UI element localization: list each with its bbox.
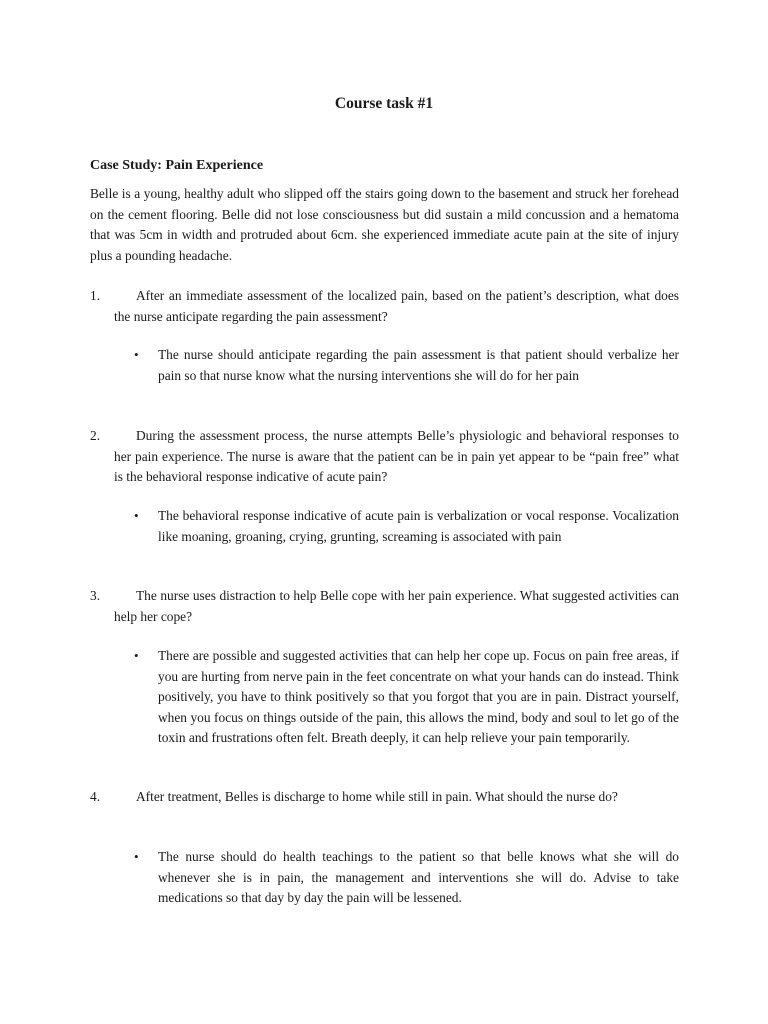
question-number: 1. bbox=[90, 288, 101, 303]
answer-1 bbox=[134, 345, 679, 386]
answer-text: The behavioral response indicative of acute pain is verbalization or vocal response. Vocalization like moaning, groaning, crying, grunting, screaming is associated with pain bbox=[158, 508, 679, 544]
answer-4 bbox=[134, 847, 679, 909]
question-text: After treatment, Belles is discharge to home while still in pain. What should the nurse do? bbox=[136, 789, 618, 804]
answer-3 bbox=[134, 646, 679, 749]
answer-text: There are possible and suggested activities that can help her cope up. Focus on pain free areas, if you are hurting from nerve pain in the feet concentrate on what your hands can do instead. Think positively, you have to think positively so that you forgot that you are in pain. Distract yourself, when you focus on things outside of the pain, this allows the mind, body and soul to let go of the toxin and frustrations often felt. Breath deeply, it can help relieve your pain temporarily. bbox=[158, 648, 679, 745]
answer-2 bbox=[134, 506, 679, 547]
case-intro-paragraph: Belle is a young, healthy adult who slipped off the stairs going down to the basement and struck her forehead on the cement flooring. Belle did not lose consciousness but did sustain a mild concussion and a hematoma that was 5cm in width and protruded about 6cm. she experienced immediate acute pain at the site of injury plus a pounding headache. bbox=[90, 186, 679, 263]
question-text: The nurse uses distraction to help Belle cope with her pain experience. What suggested activities can help her cope? bbox=[114, 588, 679, 624]
question-number: 2. bbox=[90, 428, 101, 443]
question-1 bbox=[90, 286, 679, 327]
page-title: Course task #1 bbox=[334, 95, 434, 112]
answer-text: The nurse should anticipate regarding the pain assessment is that patient should verbalize her pain so that nurse know what the nursing interventions she will do for her pain bbox=[158, 347, 679, 383]
bullet-icon: • bbox=[134, 849, 139, 864]
question-4 bbox=[90, 787, 679, 808]
case-study-heading: Case Study: Pain Experience bbox=[90, 158, 264, 173]
question-text: After an immediate assessment of the localized pain, based on the patient’s description, what does the nurse anticipate regarding the pain assessment? bbox=[114, 288, 679, 324]
question-number: 4. bbox=[90, 789, 101, 804]
question-text: During the assessment process, the nurse attempts Belle’s physiologic and behavioral responses to her pain experience. The nurse is aware that the patient can be in pain yet appear to be “pain free” what is the behavioral response indicative of acute pain? bbox=[114, 428, 679, 484]
question-2 bbox=[90, 426, 679, 488]
bullet-icon: • bbox=[134, 347, 139, 362]
question-number: 3. bbox=[90, 588, 101, 603]
bullet-icon: • bbox=[134, 508, 139, 523]
answer-text: The nurse should do health teachings to the patient so that belle knows what she will do whenever she is in pain, the management and interventions she will do. Advise to take medications so that day by day the pain will be lessened. bbox=[158, 849, 679, 905]
bullet-icon: • bbox=[134, 648, 139, 663]
question-3 bbox=[90, 586, 679, 627]
